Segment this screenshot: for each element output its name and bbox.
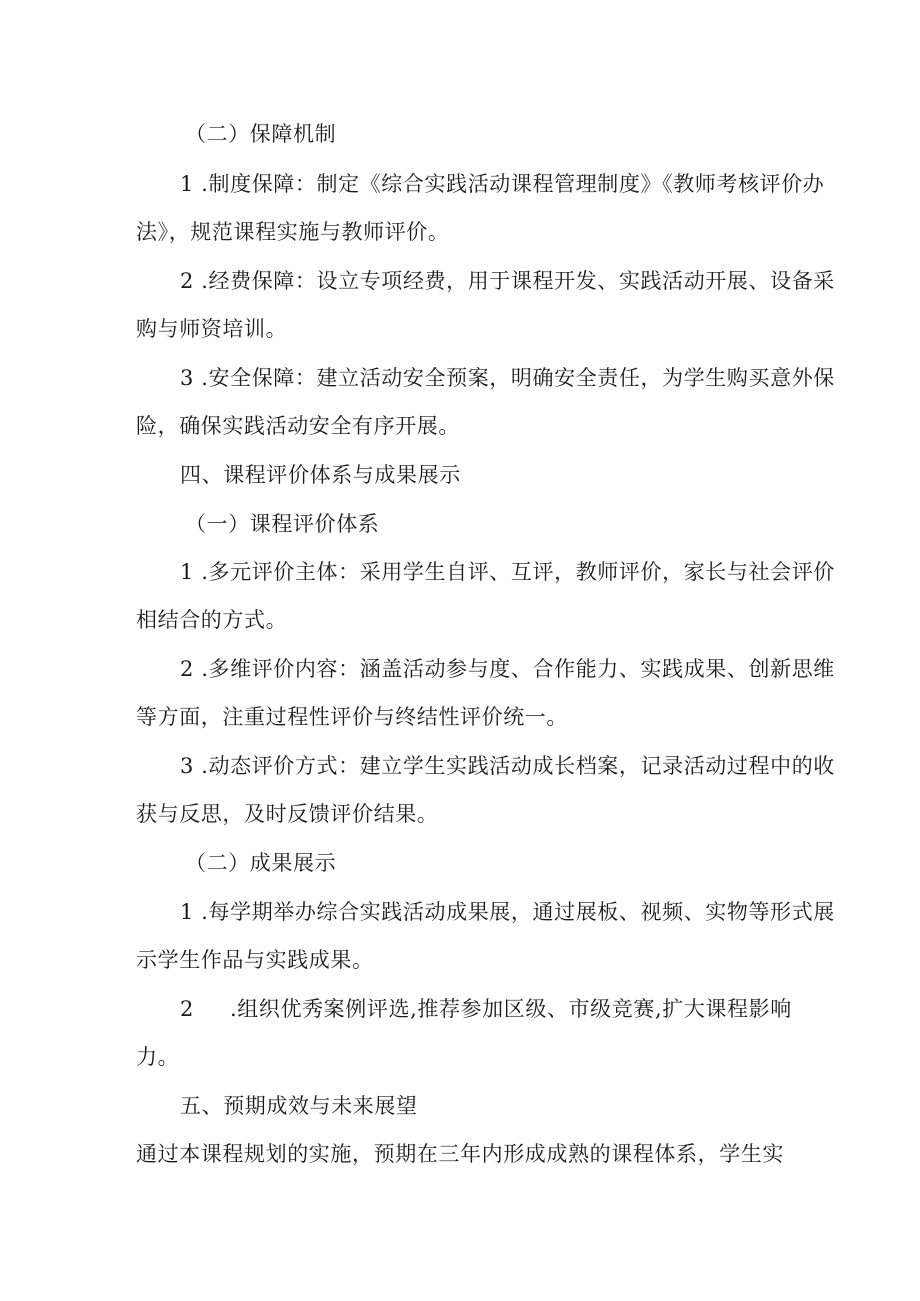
- guarantee-item-1-line-1: 1 .制度保障：制定《综合实践活动课程管理制度》《教师考核评价办: [180, 172, 825, 196]
- evaluation-item-2-line-1: 2 .多维评价内容：涵盖活动参与度、合作能力、实践成果、创新思维: [180, 657, 835, 681]
- guarantee-item-3-line-1: 3 .安全保障：建立活动安全预案，明确安全责任，为学生购买意外保: [180, 366, 835, 390]
- guarantee-item-2-line-2: 购与师资培训。: [136, 317, 288, 341]
- section-heading-part-4: 四、课程评价体系与成果展示: [180, 463, 461, 487]
- evaluation-item-2-line-2: 等方面，注重过程性评价与终结性评价统一。: [136, 705, 568, 729]
- section-heading-part-5: 五、预期成效与未来展望: [180, 1094, 418, 1118]
- showcase-item-1-line-1: 1 .每学期举办综合实践活动成果展，通过展板、视频、实物等形式展: [180, 900, 835, 924]
- evaluation-item-3-line-1: 3 .动态评价方式：建立学生实践活动成长档案，记录活动过程中的收: [180, 754, 835, 778]
- evaluation-item-3-line-2: 获与反思，及时反馈评价结果。: [136, 802, 439, 826]
- subsection-heading-showcase: （二）成果展示: [185, 851, 337, 875]
- subsection-heading-guarantee: （二）保障机制: [185, 122, 337, 146]
- guarantee-item-3-line-2: 险，确保实践活动安全有序开展。: [136, 414, 460, 438]
- showcase-item-2-line-2: 力。: [136, 1045, 180, 1069]
- showcase-item-1-line-2: 示学生作品与实践成果。: [136, 948, 374, 972]
- evaluation-item-1-line-1: 1 .多元评价主体：采用学生自评、互评，教师评价，家长与社会评价: [180, 560, 835, 584]
- guarantee-item-2-line-1: 2 .经费保障：设立专项经费，用于课程开发、实践活动开展、设备采: [180, 269, 835, 293]
- showcase-item-2-line-1: .组织优秀案例评选,推荐参加区级、市级竞赛,扩大课程影响: [230, 997, 792, 1021]
- showcase-item-2-number: 2: [180, 997, 194, 1021]
- guarantee-item-1-line-2: 法》，规范课程实施与教师评价。: [136, 220, 450, 244]
- part-5-paragraph-line-1: 通过本课程规划的实施，预期在三年内形成成熟的课程体系，学生实: [136, 1142, 784, 1166]
- evaluation-item-1-line-2: 相结合的方式。: [136, 608, 288, 632]
- subsection-heading-evaluation: （一）课程评价体系: [185, 512, 380, 536]
